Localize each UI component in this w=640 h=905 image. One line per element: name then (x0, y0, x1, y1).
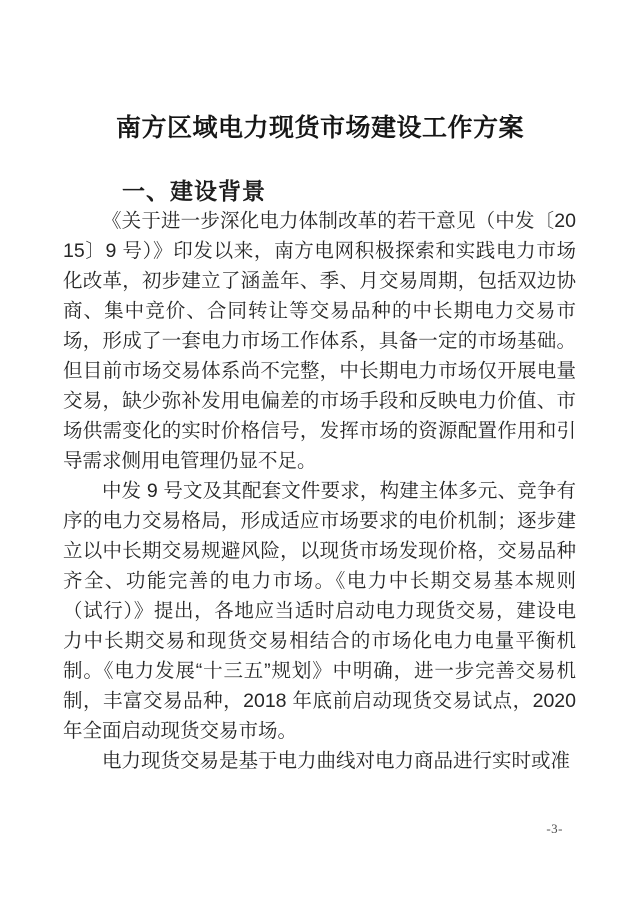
document-title: 南方区域电力现货市场建设工作方案 (115, 114, 524, 142)
page-number: -3- (546, 821, 563, 836)
section-heading: 一、建设背景 (122, 178, 266, 204)
paragraph-2: 中发 9 号文及其配套文件要求，构建主体多元、竞争有序的电力交易格局，形成适应市场要求的电价机制；逐步建立以中长期交易规避风险，以现货市场发现价格，交易品种齐全、功能完善的电力市场。《电力中长期交易基本规则（试行）》提出，各地应当适时启动电力现货交易，建设电力中长期交易和现货交易相结合的市场化电力电量平衡机制。《电力发展“十三五”规划》中明确，进一步完善交易机制，丰富交易品种，2018 年底前启动现货交易试点，2020 年全面启动现货交易市场。 (63, 480, 576, 742)
paragraph-1: 《关于进一步深化电力体制改革的若干意见（中发〔2015〕9 号）》印发以来，南方电网积极探索和实践电力市场化改革，初步建立了涵盖年、季、月交易周期，包括双边协商、集中竞价、合同转让等交易品种的中长期电力交易市场，形成了一套电力市场工作体系，具备一定的市场基础。但目前市场交易体系尚不完整，中长期电力市场仅开展电量交易，缺少弥补发用电偏差的市场手段和反映电力价值、市场供需变化的实时价格信号，发挥市场的资源配置作用和引导需求侧用电管理仍显不足。 (63, 210, 576, 472)
document-body (63, 176, 576, 776)
paragraph-3: 电力现货交易是基于电力曲线对电力商品进行实时或准 (102, 750, 571, 772)
